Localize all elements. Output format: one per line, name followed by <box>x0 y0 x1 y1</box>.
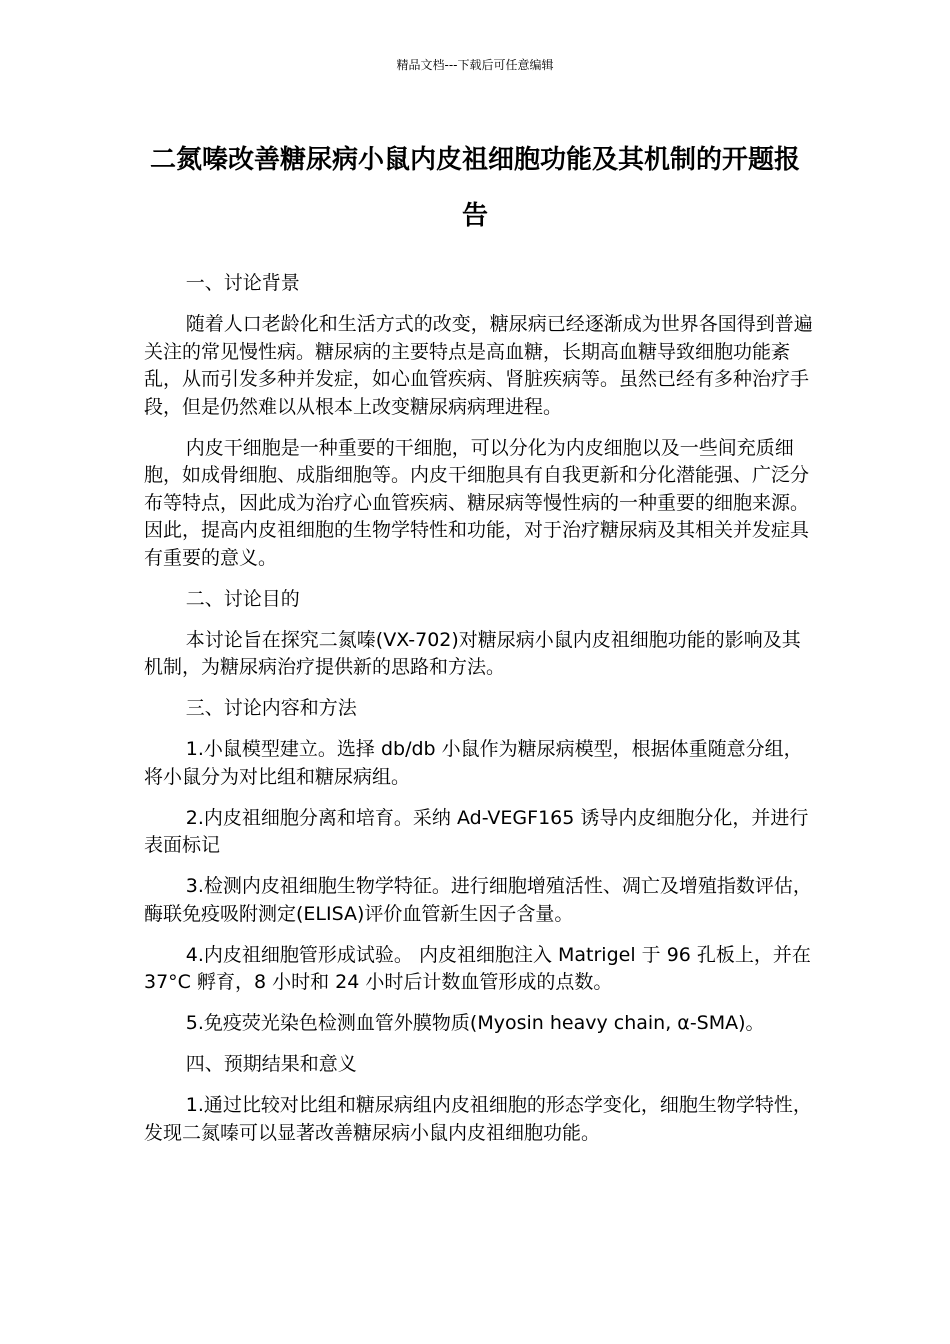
section-heading-results: 四、预期结果和意义 <box>185 1053 357 1075</box>
paragraph: 内皮干细胞是一种重要的干细胞，可以分化为内皮细胞以及一些间充质细胞，如成骨细胞、成脂细胞等。内皮干细胞具有自我更新和分化潜能强、广泛分布等特点，因此成为治疗心血管疾病、糖尿病等慢性病的一种重要的细胞来源。因此，提高内皮祖细胞的生物学特性和功能，对于治疗糖尿病及其相关并发症具有重要的意义。 <box>144 436 810 569</box>
paragraph: 随着人口老龄化和生活方式的改变，糖尿病已经逐渐成为世界各国得到普遍关注的常见慢性病。糖尿病的主要特点是高血糖，长期高血糖导致细胞功能紊乱，从而引发多种并发症，如心血管疾病、肾脏疾病等。虽然已经有多种治疗手段，但是仍然难以从根本上改变糖尿病病理进程。 <box>144 313 813 418</box>
method-item: 3.检测内皮祖细胞生物学特征。进行细胞增殖活性、凋亡及增殖指数评估，酶联免疫吸附测定(ELISA)评价血管新生因子含量。 <box>144 875 812 925</box>
method-item: 2.内皮祖细胞分离和培育。采纳 Ad-VEGF165 诱导内皮细胞分化，并进行表面标记 <box>144 806 809 856</box>
method-item: 5.免疫荧光染色检测血管外膜物质(Myosin heavy chain, α-SMA)。 <box>185 1012 765 1034</box>
paragraph: 本讨论旨在探究二氮嗪(VX-702)对糖尿病小鼠内皮祖细胞功能的影响及其机制，为糖尿病治疗提供新的思路和方法。 <box>144 628 801 678</box>
section-heading-methods: 三、讨论内容和方法 <box>185 697 357 719</box>
method-item: 4.内皮祖细胞管形成试验。 内皮祖细胞注入 Matrigel 于 96 孔板上，并在 37°C 孵育，8 小时和 24 小时后计数血管形成的点数。 <box>144 943 811 993</box>
page-header-note: 精品文档---下载后可任意编辑 <box>396 58 554 72</box>
result-item: 1.通过比较对比组和糖尿病组内皮祖细胞的形态学变化，细胞生物学特性，发现二氮嗪可以显著改善糖尿病小鼠内皮祖细胞功能。 <box>144 1094 812 1144</box>
document-body <box>144 270 814 1161</box>
section-heading-purpose: 二、讨论目的 <box>185 587 300 610</box>
document-title: 二氮嗪改善糖尿病小鼠内皮祖细胞功能及其机制的开题报告 <box>149 145 800 231</box>
method-item: 1.小鼠模型建立。选择 db/db 小鼠作为糖尿病模型，根据体重随意分组，将小鼠分为对比组和糖尿病组。 <box>144 738 803 788</box>
section-heading-background: 一、讨论背景 <box>185 272 300 294</box>
